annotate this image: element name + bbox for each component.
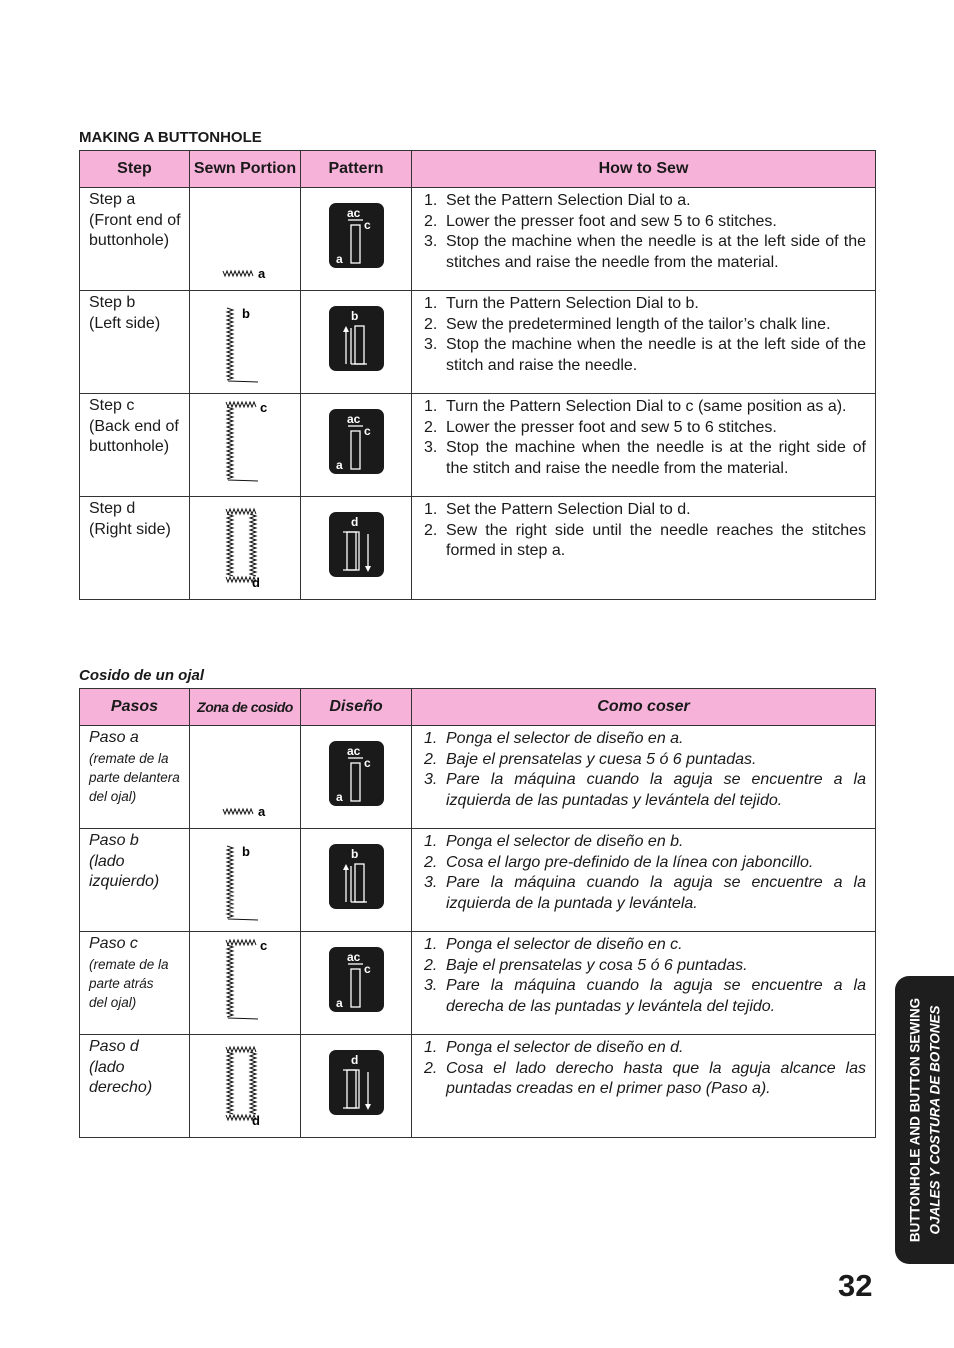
table-row (80, 726, 876, 829)
step-cell (80, 497, 190, 600)
pattern-label: c (364, 424, 371, 438)
header-pasos: Pasos (80, 689, 190, 726)
step-line: (lado (89, 852, 125, 870)
instruction-text: Lower the presser foot and sew 5 to 6 stitches. (446, 418, 777, 436)
instruction-number: 3. (424, 439, 438, 456)
step-line: (Left side) (89, 314, 161, 332)
header-diseno: Diseño (301, 689, 412, 726)
pattern-label: ac (347, 950, 361, 964)
stitch-bottom-edge (228, 919, 258, 920)
step-line-small: parte delantera (89, 769, 180, 785)
side-tab-english: BUTTONHOLE AND BUTTON SEWING (907, 997, 922, 1243)
instruction-text: Pare la máquina cuando la aguja se encuentre a la derecha de las puntadas y levántela del tejido. (446, 977, 866, 1015)
how-to-sew-cell (412, 932, 876, 1035)
instruction-text: Sew the right side until the needle reaches the stitches formed in step a. (446, 521, 866, 559)
spanish-section-title: Cosido de un ojal (79, 667, 205, 684)
pattern-label: a (336, 252, 343, 266)
instruction-item (424, 770, 866, 811)
instruction-list (424, 397, 866, 479)
instruction-list (424, 935, 866, 1017)
pattern-label: a (336, 458, 343, 472)
sewn-portion-cell (190, 829, 301, 932)
instruction-number: 2. (424, 750, 438, 768)
pattern-dial-icon (329, 512, 385, 578)
instruction-number: 3. (424, 977, 438, 994)
how-to-sew-cell (412, 497, 876, 600)
instruction-text: Pare la máquina cuando la aguja se encuentre a la izquierda de las puntadas y levántela del tejido. (446, 771, 866, 809)
pattern-label: a (336, 996, 343, 1010)
english-section-title: MAKING A BUTTONHOLE (79, 129, 262, 146)
instruction-number: 3. (424, 233, 438, 250)
stitch-bottom-edge (228, 480, 258, 481)
instruction-number: 1. (424, 936, 438, 953)
instruction-text: Stop the machine when the needle is at the left side of the stitch and raise the needle. (446, 336, 866, 374)
instruction-number: 2. (424, 521, 438, 539)
step-line: Paso c (89, 935, 138, 952)
instruction-item (424, 750, 866, 771)
instruction-number: 1. (424, 398, 438, 415)
pattern-dial-icon (329, 409, 385, 475)
step-line: Step d (89, 500, 136, 517)
instruction-item (424, 521, 866, 562)
pattern-dial-icon (329, 741, 385, 807)
instruction-text: Stop the machine when the needle is at the left side of the stitches and raise the needle from the material. (446, 233, 866, 271)
sewn-portion-illustration (190, 726, 301, 829)
page-number: 32 (838, 1268, 873, 1303)
stitch-bottom-edge (228, 381, 258, 382)
how-to-sew-cell (412, 829, 876, 932)
sewn-label: b (242, 306, 250, 321)
header-sewn-portion: Sewn Portion (190, 151, 301, 188)
instruction-item (424, 438, 866, 479)
sewn-portion-illustration (190, 829, 301, 932)
instruction-item (424, 294, 866, 315)
instruction-text: Ponga el selector de diseño en c. (446, 936, 683, 953)
pattern-dial-icon (329, 1050, 385, 1116)
how-to-sew-cell (412, 1035, 876, 1138)
pattern-label: c (364, 962, 371, 976)
how-to-sew-cell (412, 188, 876, 291)
header-step: Step (80, 151, 190, 188)
step-cell (80, 291, 190, 394)
sewn-portion-illustration (190, 188, 301, 291)
table-row (80, 188, 876, 291)
spanish-instruction-table (79, 688, 876, 1138)
step-cell (80, 726, 190, 829)
instruction-number: 2. (424, 418, 438, 436)
instruction-number: 3. (424, 874, 438, 891)
step-cell (80, 394, 190, 497)
stitch-left-side (227, 846, 233, 918)
instruction-text: Turn the Pattern Selection Dial to b. (446, 295, 699, 312)
stitch-bartack (223, 271, 253, 276)
pattern-cell (301, 188, 412, 291)
instruction-list (424, 191, 866, 273)
pattern-dial-icon (329, 203, 385, 269)
sewn-label: b (242, 844, 250, 859)
instruction-item (424, 832, 866, 853)
instruction-item (424, 191, 866, 212)
side-tab-spanish: OJALES Y COSTURA DE BOTONES (927, 1005, 942, 1235)
step-line: (Back end of (89, 417, 179, 435)
pattern-cell (301, 394, 412, 497)
instruction-item (424, 397, 866, 418)
how-to-sew-cell (412, 394, 876, 497)
instruction-number: 1. (424, 501, 438, 518)
pattern-label: d (351, 515, 359, 529)
sewn-portion-illustration (190, 394, 301, 497)
step-line-small: parte atrás (89, 975, 154, 991)
how-to-sew-cell (412, 291, 876, 394)
instruction-text: Ponga el selector de diseño en b. (446, 833, 684, 850)
instruction-text: Lower the presser foot and sew 5 to 6 stitches. (446, 212, 777, 230)
instruction-text: Pare la máquina cuando la aguja se encuentre a la izquierda de la puntada y levántela. (446, 874, 866, 912)
instruction-item (424, 335, 866, 376)
step-cell (80, 1035, 190, 1138)
sewn-portion-illustration (190, 497, 301, 600)
instruction-text: Sew the predetermined length of the tailor’s chalk line. (446, 315, 831, 333)
instruction-item (424, 976, 866, 1017)
instruction-number: 2. (424, 212, 438, 230)
instruction-item (424, 1059, 866, 1100)
instruction-text: Ponga el selector de diseño en a. (446, 730, 684, 747)
sewn-portion-cell (190, 394, 301, 497)
sewn-portion-illustration (190, 932, 301, 1035)
sewn-label: d (252, 1113, 260, 1128)
chapter-side-tab (895, 976, 954, 1264)
sewn-portion-cell (190, 188, 301, 291)
stitch-bartack-top (226, 509, 256, 514)
sewn-label: a (258, 804, 266, 819)
stitch-bartack (226, 940, 256, 945)
instruction-item (424, 729, 866, 750)
step-line: Step c (89, 397, 135, 414)
step-line-small: (remate de la (89, 956, 169, 972)
sewn-portion-cell (190, 726, 301, 829)
instruction-text: Cosa el largo pre-definido de la línea con jaboncillo. (446, 853, 814, 871)
step-line: (Right side) (89, 520, 171, 538)
stitch-right-side (250, 514, 256, 576)
stitch-bartack (223, 809, 253, 814)
instruction-list (424, 832, 866, 914)
instruction-list (424, 729, 866, 811)
header-zona-de-cosido: Zona de cosido (190, 689, 301, 726)
instruction-number: 2. (424, 956, 438, 974)
step-line: Paso b (89, 832, 139, 849)
sewn-portion-cell (190, 291, 301, 394)
instruction-number: 2. (424, 315, 438, 333)
instruction-text: Baje el prensatelas y cosa 5 ó 6 puntadas. (446, 956, 748, 974)
sewn-label: c (260, 938, 268, 953)
instruction-item (424, 1038, 866, 1059)
pattern-cell (301, 726, 412, 829)
stitch-right-side (250, 1052, 256, 1114)
stitch-left-side (227, 945, 233, 1017)
instruction-number: 1. (424, 1039, 438, 1056)
pattern-cell (301, 291, 412, 394)
instruction-item (424, 232, 866, 273)
stitch-bartack (226, 402, 256, 407)
step-line: Step b (89, 294, 136, 311)
instruction-number: 2. (424, 1059, 438, 1077)
step-line: (lado (89, 1058, 125, 1076)
instruction-text: Set the Pattern Selection Dial to a. (446, 192, 691, 209)
instruction-item (424, 956, 866, 977)
step-line: buttonhole) (89, 232, 170, 249)
step-cell (80, 932, 190, 1035)
instruction-text: Stop the machine when the needle is at the right side of the stitch and raise the needle from the material. (446, 439, 866, 477)
instruction-number: 3. (424, 336, 438, 353)
instruction-number: 1. (424, 295, 438, 312)
step-line: derecho) (89, 1079, 153, 1096)
instruction-number: 1. (424, 192, 438, 209)
instruction-list (424, 500, 866, 562)
pattern-cell (301, 497, 412, 600)
pattern-label: ac (347, 744, 361, 758)
step-line: (Front end of (89, 211, 181, 229)
instruction-text: Baje el prensatelas y cuesa 5 ó 6 puntadas. (446, 750, 757, 768)
table-row (80, 291, 876, 394)
stitch-bartack-top (226, 1047, 256, 1052)
pattern-label: d (351, 1053, 359, 1067)
instruction-item (424, 853, 866, 874)
sewn-portion-illustration (190, 291, 301, 394)
stitch-left-side (227, 407, 233, 479)
stitch-left-side (227, 514, 233, 576)
pattern-label: ac (347, 206, 361, 220)
stitch-left-side (227, 1052, 233, 1114)
step-line: izquierdo) (89, 873, 160, 890)
step-line: Step a (89, 191, 136, 208)
instruction-item (424, 935, 866, 956)
pattern-label: c (364, 756, 371, 770)
header-como-coser: Como coser (412, 689, 876, 726)
pattern-dial-icon (329, 947, 385, 1013)
step-cell (80, 829, 190, 932)
pattern-cell (301, 932, 412, 1035)
step-line-small: del ojal) (89, 788, 137, 804)
instruction-item (424, 315, 866, 336)
instruction-item (424, 212, 866, 233)
sewn-label: c (260, 400, 268, 415)
stitch-bottom-edge (228, 1018, 258, 1019)
step-line: Paso a (89, 729, 139, 746)
instruction-item (424, 500, 866, 521)
instruction-text: Set the Pattern Selection Dial to d. (446, 501, 691, 518)
pattern-label: ac (347, 412, 361, 426)
instruction-number: 1. (424, 730, 438, 747)
english-instruction-table (79, 150, 876, 600)
instruction-list (424, 294, 866, 376)
sewn-label: d (252, 575, 260, 590)
table-row (80, 1035, 876, 1138)
instruction-item (424, 873, 866, 914)
step-line-small: del ojal) (89, 994, 137, 1010)
instruction-text: Cosa el lado derecho hasta que la aguja alcance las puntadas creadas en el primer paso (Paso a). (446, 1059, 866, 1097)
sewn-portion-cell (190, 1035, 301, 1138)
how-to-sew-cell (412, 726, 876, 829)
pattern-label: a (336, 790, 343, 804)
instruction-text: Turn the Pattern Selection Dial to c (same position as a). (446, 398, 847, 415)
header-pattern: Pattern (301, 151, 412, 188)
pattern-cell (301, 829, 412, 932)
sewn-portion-illustration (190, 1035, 301, 1138)
instruction-number: 3. (424, 771, 438, 788)
sewn-portion-cell (190, 932, 301, 1035)
sewn-portion-cell (190, 497, 301, 600)
instruction-item (424, 418, 866, 439)
pattern-label: c (364, 218, 371, 232)
table-row (80, 497, 876, 600)
pattern-dial-icon (329, 306, 385, 372)
stitch-left-side (227, 308, 233, 380)
step-line-small: (remate de la (89, 750, 169, 766)
pattern-cell (301, 1035, 412, 1138)
step-line: buttonhole) (89, 438, 170, 455)
table-row (80, 932, 876, 1035)
instruction-text: Ponga el selector de diseño en d. (446, 1039, 684, 1056)
pattern-label: b (351, 309, 359, 323)
pattern-label: b (351, 847, 359, 861)
table-row (80, 829, 876, 932)
header-how-to-sew: How to Sew (412, 151, 876, 188)
instruction-number: 2. (424, 853, 438, 871)
instruction-list (424, 1038, 866, 1100)
instruction-number: 1. (424, 833, 438, 850)
pattern-dial-icon (329, 844, 385, 910)
step-line: Paso d (89, 1038, 139, 1055)
sewn-label: a (258, 266, 266, 281)
step-cell (80, 188, 190, 291)
table-row (80, 394, 876, 497)
